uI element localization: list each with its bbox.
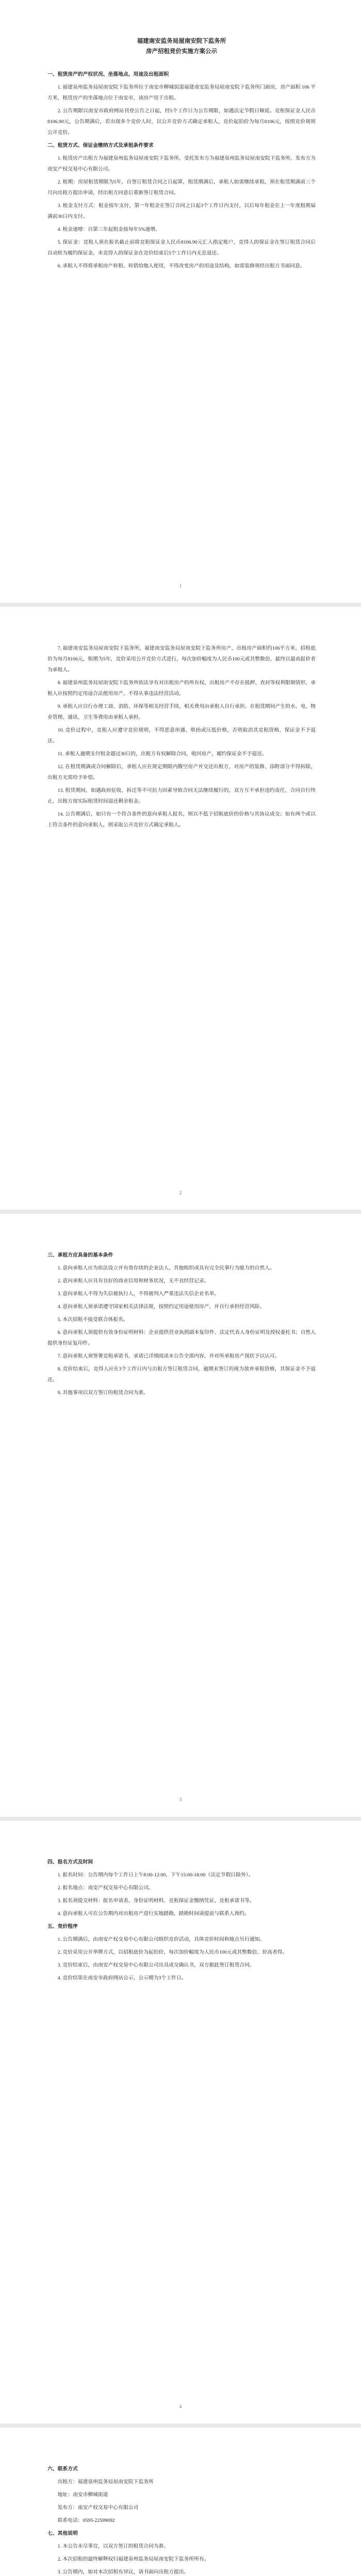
body-paragraph: 14. 公告期满后，如只有一个符合条件的意向承租人报名，则以不低于招租底价的价格与其协议成交；如有两个或以上符合条件的意向承租人，则采取公开竞价方式确定承租人。: [47, 811, 316, 828]
body-paragraph: 1. 报名时间：公告期内每个工作日上午8:00-12:00，下午15:00-18:00（法定节假日除外）。: [57, 1872, 254, 1878]
body-paragraph: 地址：南安市柳城街道: [57, 2492, 108, 2498]
body-paragraph: 6. 承租人不得将承租房产转租、转借给他人使用，不得改变房产的用途及结构，如需装修须经出租方书面同意。: [57, 263, 305, 269]
page-1-body: [47, 69, 316, 272]
body-paragraph: 1. 意向承租人应为依法设立并有效存续的企业法人、其他组织或具有完全民事行为能力的自然人。: [57, 1265, 275, 1271]
page-1-content: [47, 36, 316, 274]
body-paragraph: 10. 竞价过程中，竞租人应遵守竞价规则，不得恶意串通、哄抬或压低价格，否则取消其竞租资格，保证金不予退还。: [47, 727, 316, 744]
body-paragraph: 1. 福建泉州监务局屋南安院下监务所位于南安市柳城街道福建南安监务局屋南安院下监务所门面房，房产面积 106 平方米，租赁房产的坐落地点位于南安市，该房产用于出租。: [47, 84, 316, 101]
page-number: 3: [179, 1797, 182, 1802]
document-page-4: [0, 1821, 361, 2424]
body-paragraph: 6. 意向承租人须提供有效身份证明材料：企业提供营业执照副本复印件、法定代表人身份证明及授权委托书；自然人提供身份证复印件。: [47, 1330, 316, 1346]
body-paragraph: 联系电话：0595-22599092: [57, 2518, 115, 2523]
page-number: 2: [179, 1190, 182, 1195]
body-paragraph: 发布方：南安产权交易中心有限公司: [57, 2505, 139, 2511]
body-paragraph: 3. 竞价结束后，由南安产权交易中心有限公司出具成交确认书，双方据此签订租赁合同。: [57, 1962, 255, 1968]
body-paragraph: 5. 保证金：竞租人须在报名截止前将竞租保证金人民币8106.90元汇入指定账户，竞得人的保证金在签订租赁合同后自动转为履约保证金，未竞得人的保证金在竞价结束后5个工作日内无息退还。: [47, 240, 316, 256]
body-paragraph: 2. 竞价采用公开举牌方式，以招租底价为起拍价，每次加价幅度为人民币100元或其整数倍，价高者得。: [57, 1950, 288, 1955]
body-paragraph: 9. 其他事项以双方签订的租赁合同为准。: [57, 1390, 149, 1396]
body-paragraph: 2. 公告期限以南安市政府网站刊登公告之日起，经5个工作日为公告期限，如遇法定节假日顺延。竞租保证金人民币8106.90元，公告期满后，若出现多个竞价人时，以公开竞价方式确定承租人，竞价起拍价为每月8106元，按照竞价规则公开竞价。: [47, 108, 316, 135]
section-heading: 五、竞价程序: [47, 1924, 78, 1929]
body-paragraph: 12. 在租赁期满或合同解除后，承租人应在规定期限内腾空房产并交还出租方，对房产的装修、添附部分不得拆除，出租方无需给予补偿。: [47, 764, 316, 781]
document-title-line-1: 福建南安监务局屋南安院下监务所: [137, 38, 226, 44]
body-paragraph: 4. 竞价结果在南安市政府网站公示，公示期为3个工作日。: [57, 1975, 187, 1981]
document-page-2: [0, 607, 361, 1210]
section-heading: 二、租赁方式、保证金缴纳方式及承租条件要求: [47, 143, 154, 148]
section-heading: 六、联系方式: [47, 2466, 78, 2472]
body-paragraph: 4. 租金递增：自第三年起租金按每年5%递增。: [57, 227, 160, 232]
body-paragraph: 8. 福建泉州监务局屋南安院下监务所依法享有对出租房产的所有权，出租房产不存在抵押、查封等权利限制情形，承租人应按照约定用途合法使用房产，不得从事违法经营活动。: [47, 680, 316, 697]
page-5-body: [47, 2464, 316, 2576]
body-paragraph: 3. 意向承租人不得为失信被执行人，不得被列入严重违法失信企业名单。: [57, 1291, 220, 1297]
document-page-3: [0, 1214, 361, 1817]
body-paragraph: 3. 公告期内，如对本次招租有异议，请书面向出租方提出。: [57, 2569, 189, 2575]
body-paragraph: 9. 承租人应自行办理工商、消防、环保等相关经营手续，相关费用由承租人自行承担。在租赁期间产生的水、电、物业管理、通讯、卫生等费用由承租人承担。: [47, 704, 316, 720]
body-paragraph: 出租方：福建泉州监务局屋南安院下监务所: [57, 2479, 154, 2485]
section-heading: 四、报名方式及时间: [47, 1859, 93, 1865]
body-paragraph: 1. 租赁房产出租方为福建泉州监务局屋南安院下监务所，受托发布方为福建泉州监务局屋南安院下监务所，发布方为南安产权交易中心有限公司。: [47, 156, 316, 172]
page-3-body: [47, 1250, 316, 1398]
document-page-5: [0, 2428, 361, 2576]
body-paragraph: 2. 租期：房屋租赁期限为5年，自签订租赁合同之日起算，租赁期满后，承租人如需继续承租，须在租赁期满前三个月向出租方提出申请，经出租方同意后重新签订租赁合同。: [47, 179, 316, 196]
document-title-line-2: 房产招租竞价实施方案公示: [146, 48, 217, 55]
body-paragraph: 8. 竞价结束后，竞得人应在3个工作日内与出租方签订租赁合同，逾期未签订的视为放弃承租资格，其保证金不予退还。: [47, 1366, 316, 1383]
section-heading: 七、其他说明: [47, 2531, 78, 2536]
body-paragraph: 5. 本次招租不接受联合体报名。: [57, 1317, 128, 1323]
body-paragraph: 2. 意向承租人应具有良好的商业信用和财务状况，无不良经营记录。: [57, 1278, 209, 1284]
body-paragraph: 7. 意向承租人须签署竞租承诺书，承诺已详细阅读本公告全部内容，并对所承租房产现状予以认可。: [57, 1353, 280, 1359]
page-2-content: [47, 643, 316, 833]
page-3-content: [47, 1250, 316, 1400]
page-4-body: [47, 1857, 316, 1984]
section-heading: 三、承租方应具备的基本条件: [47, 1252, 113, 1258]
page-5-content: [47, 2464, 316, 2576]
body-paragraph: 13. 租赁期间，如遇政府征收、拆迁等不可抗力因素导致合同无法继续履行的，双方互不承担违约责任，合同自行终止，出租方按实际租赁时间退还剩余租金。: [47, 788, 316, 804]
body-paragraph: 3. 报名须提交材料：报名申请表、身份证明材料、竞租保证金缴纳凭证、竞租承诺书等。: [57, 1898, 255, 1904]
document-page-1: [0, 0, 361, 603]
page-4-content: [47, 1857, 316, 1986]
body-paragraph: 1. 本公告未尽事宜，以双方签订的租赁合同为准。: [57, 2544, 169, 2549]
body-paragraph: 4. 意向承租人须承诺遵守国家相关法律法规，按照约定用途使用房产，并自行承担经营风险。: [57, 1304, 265, 1310]
section-heading: 一、租赁房产的产权状况、坐落地点、用途及出租面积: [47, 72, 169, 77]
page-number: 4: [179, 2404, 182, 2409]
body-paragraph: 11. 承租人逾期支付租金超过30日的，出租方有权解除合同，收回房产，履约保证金不予退还。: [57, 751, 267, 757]
body-paragraph: 4. 意向承租人可在公告期内对出租房产进行实地踏勘，踏勘时间请提前与联系人预约。: [57, 1911, 250, 1917]
body-paragraph: 3. 租金支付方式：租金按年支付，第一年租金在签订合同之日起3个工作日内支付，以后每年租金在上一年度租期届满前30日内支付。: [47, 203, 316, 219]
body-paragraph: 2. 报名地点：南安产权交易中心有限公司。: [57, 1885, 154, 1891]
body-paragraph: 7. 福建南安监务局屋南安院下监务所，福建南安监务局屋南安院下监务所房产，出租房产面积约106平方米，招租底价为每月8106元，租期为5年，竞价采用公开竞价方式进行，每次加价幅度为人民币100元或其整数倍，最终以最高报价者为承租人。: [47, 646, 316, 673]
body-paragraph: 2. 本次招租的最终解释权归福建泉州监务局屋南安院下监务所所有。: [57, 2556, 209, 2562]
page-2-body: [47, 643, 316, 831]
page-number: 1: [179, 583, 182, 588]
body-paragraph: 1. 公告期满后，由南安产权交易中心有限公司组织竞价活动，具体竞价时间和地点另行通知。: [57, 1937, 265, 1942]
